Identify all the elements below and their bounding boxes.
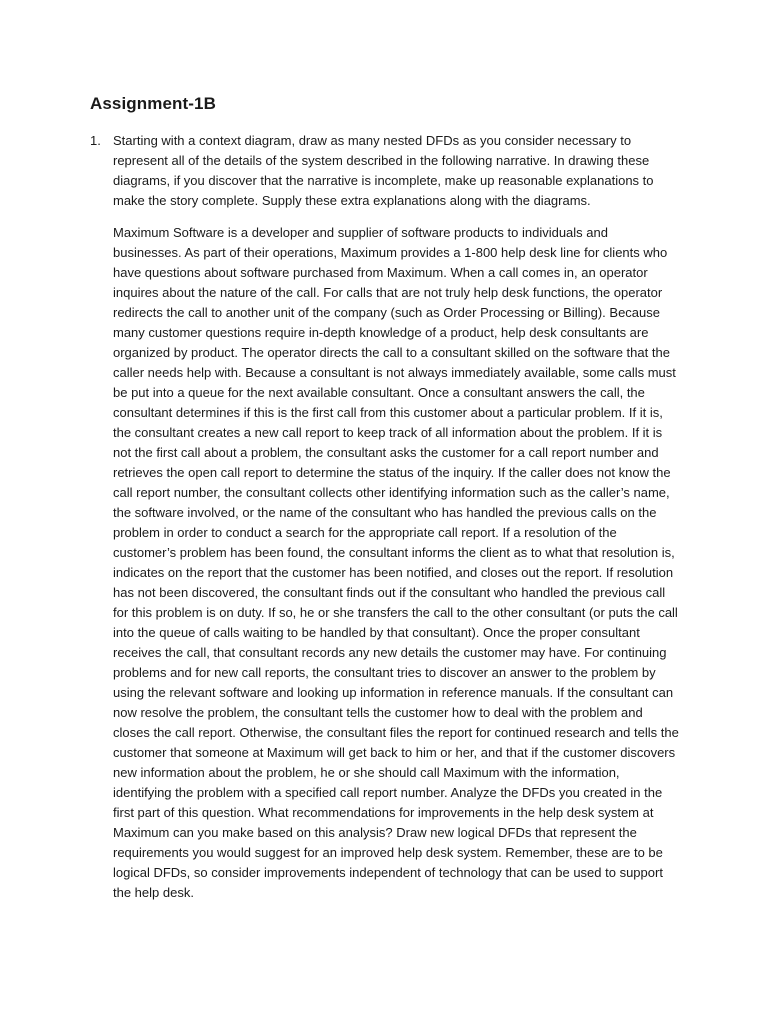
narrative-paragraph: Maximum Software is a developer and supplier of software products to individuals and businesses. As part of their operations, Maximum provides a 1-800 help desk line for clients who have questions about software purchased from Maximum. When a call comes in, an operator inquires about the nature of the call. For calls that are not truly help desk functions, the operator redirects the call to another unit of the company (such as Order Processing or Billing). Because many customer questions require in-depth knowledge of a product, help desk consultants are organized by product. The operator directs the call to a consultant skilled on the software that the caller needs help with. Because a consultant is not always immediately available, some calls must be put into a queue for the next available consultant. Once a consultant answers the call, the consultant determines if this is the first call from this customer about a particular problem. If it is, the consultant creates a new call report to keep track of all information about the problem. If it is not the first call about a problem, the consultant asks the customer for a call report number and retrieves the open call report to determine the status of the inquiry. If the caller does not know the call report number, the consultant collects other identifying information such as the caller’s name, the software involved, or the name of the consultant who has handled the previous calls on the problem in order to conduct a search for the appropriate call report. If a resolution of the customer’s problem has been found, the consultant informs the client as to what that resolution is, indicates on the report that the customer has been notified, and closes out the report. If resolution has not been discovered, the consultant finds out if the consultant who handled the previous call for this problem is on duty. If so, he or she transfers the call to the other consultant (or puts the call into the queue of calls waiting to be handled by that consultant). Once the proper consultant receives the call, that consultant records any new details the customer may have. For continuing problems and for new call reports, the consultant tries to discover an answer to the problem by using the relevant software and looking up information in reference manuals. If the consultant can now resolve the problem, the consultant tells the customer how to deal with the problem and closes the call report. Otherwise, the consultant files the report for continued research and tells the customer that someone at Maximum will get back to him or her, and that if the customer discovers new information about the problem, he or she should call Maximum with the information, identifying the problem with a specified call report number. Analyze the DFDs you created in the first part of this question. What recommendations for improvements in the help desk system at Maximum can you make based on this analysis? Draw new logical DFDs that represent the requirements you would suggest for an improved help desk system. Remember, these are to be logical DFDs, so consider improvements independent of technology that can be used to support the help desk. [113,225,679,900]
question-body [113,131,679,903]
question-intro-paragraph: Starting with a context diagram, draw as many nested DFDs as you consider necessary to represent all of the details of the system described in the following narrative. In drawing these diagrams, if you discover that the narrative is incomplete, make up reasonable explanations to make the story complete. Supply these extra explanations along with the diagrams. [113,133,654,208]
document-title: Assignment-1B [90,94,216,113]
question-number: 1. [90,133,101,148]
